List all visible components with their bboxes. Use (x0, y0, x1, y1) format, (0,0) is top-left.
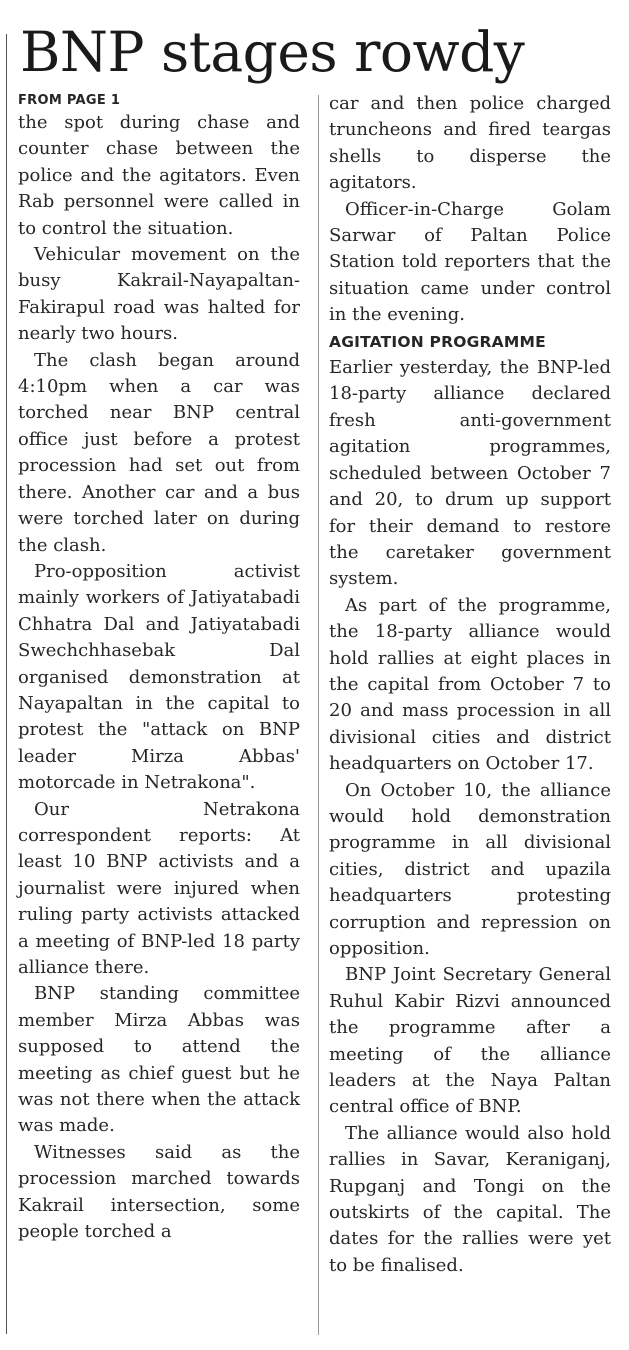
paragraph: Witnesses said as the procession marched towards Kakrail intersection, some people torched a (18, 1141, 300, 1243)
paragraph: As part of the programme, the 18-party alliance would hold rallies at eight places in the capital from October 7 to 20 and mass procession in all divisional cities and district headquarters on October 17. (329, 594, 611, 775)
paragraph: the spot during chase and counter chase between the police and the agitators. Even Rab personnel were called in to control the situation. (18, 112, 300, 239)
section-subheading: AGITATION PROGRAMME (329, 332, 546, 351)
column-divider (318, 95, 319, 1335)
paragraph: BNP standing committee member Mirza Abbas was supposed to attend the meeting as chief guest but he was not there when the attack was made. (18, 983, 300, 1137)
headline: BNP stages rowdy (20, 20, 525, 84)
left-border-rule (6, 34, 7, 1334)
paragraph: Earlier yesterday, the BNP-led 18-party alliance declared fresh anti-government agitation programmes, scheduled between October 7 and 20, to drum up support for their demand to restore the caretaker government system. (329, 357, 611, 590)
paragraph: car and then police charged truncheons and fired teargas shells to disperse the agitators. (329, 93, 611, 194)
paragraph: The alliance would also hold rallies in Savar, Keraniganj, Rupganj and Tongi on the outskirts of the capital. The dates for the rallies were yet to be finalised. (329, 1122, 611, 1276)
paragraph: Our Netrakona correspondent reports: At least 10 BNP activists and a journalist were injured when ruling party activists attacked a meeting of BNP-led 18 party alliance there. (18, 798, 300, 978)
left-column (18, 91, 300, 1245)
right-column (329, 91, 611, 1279)
continued-from-label: FROM PAGE 1 (18, 93, 121, 108)
paragraph: Officer-in-Charge Golam Sarwar of Paltan Police Station told reporters that the situation came under control in the evening. (329, 198, 611, 326)
paragraph: The clash began around 4:10pm when a car was torched near BNP central office just before a protest procession had set out from there. Another car and a bus were torched later on during the clash. (18, 349, 300, 556)
paragraph: Pro-opposition activist mainly workers of Jatiyatabadi Chhatra Dal and Jatiyatabadi Swechchhasebak Dal organised demonstration at Nayapaltan in the capital to protest the "attack on BNP leader Mirza Abbas' motorcade in Netrakona". (18, 560, 300, 794)
paragraph: On October 10, the alliance would hold demonstration programme in all divisional cities, district and upazila headquarters protesting corruption and repression on opposition. (329, 779, 611, 959)
paragraph: BNP Joint Secretary General Ruhul Kabir Rizvi announced the programme after a meeting of the alliance leaders at the Naya Paltan central office of BNP. (329, 964, 611, 1118)
paragraph: Vehicular movement on the busy Kakrail-Nayapaltan-Fakirapul road was halted for nearly two hours. (18, 244, 300, 345)
